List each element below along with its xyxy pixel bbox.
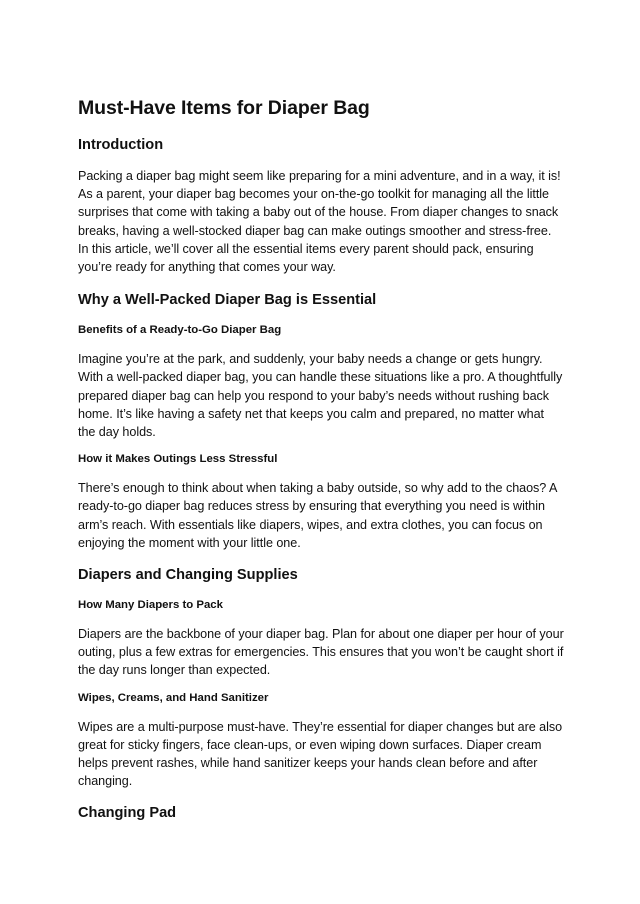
heading-introduction: Introduction [78,137,164,153]
subheading-wipes-creams: Wipes, Creams, and Hand Sanitizer [78,691,269,704]
subheading-benefits: Benefits of a Ready-to-Go Diaper Bag [78,324,282,337]
subheading-less-stressful: How it Makes Outings Less Stressful [78,453,278,466]
page-title: Must-Have Items for Diaper Bag [78,97,370,119]
paragraph-wipes-creams: Wipes are a multi-purpose must-have. They’re essential for diaper changes but are also great for sticky fingers, face clean-ups, or even wiping down surfaces. Diaper cream helps prevent rashes, while hand sanitizer keeps your hands clean before and after changing. [78,719,563,789]
paragraph-less-stressful: There’s enough to think about when taking a baby outside, so why add to the chaos? A ready-to-go diaper bag reduces stress by ensuring that everything you need is within arm’s reach. With essentials like diapers, wipes, and extra clothes, you can focus on enjoying the moment with your little one. [78,481,557,550]
heading-changing-pad: Changing Pad [78,805,177,822]
paragraph-introduction: Packing a diaper bag might seem like preparing for a mini adventure, and in a way, it is! As a parent, your diaper bag becomes your on-the-go toolkit for managing all the little surprises that come with taking a baby out of the house. From diaper changes to snack breaks, having a well-stocked diaper bag can make outings smoother and stress-free. In this article, we’ll cover all the essential items every parent should pack, ensuring you’re ready for anything that comes your way. [78,169,561,275]
paragraph-benefits: Imagine you’re at the park, and suddenly, your baby needs a change or gets hungry. With a well-packed diaper bag, you can handle these situations like a pro. A thoughtfully prepared diaper bag can help you respond to your baby’s needs without rushing back home. It’s like having a safety net that keeps you calm and prepared, no matter what the day holds. [78,352,563,440]
paragraph-how-many-diapers: Diapers are the backbone of your diaper bag. Plan for about one diaper per hour of your outing, plus a few extras for emergencies. This ensures that you won’t be caught short if the day runs longer than expected. [78,627,564,678]
subheading-how-many-diapers: How Many Diapers to Pack [78,599,223,612]
document-page [78,96,564,822]
heading-why-essential: Why a Well-Packed Diaper Bag is Essential [78,292,377,309]
heading-diapers-supplies: Diapers and Changing Supplies [78,567,298,584]
